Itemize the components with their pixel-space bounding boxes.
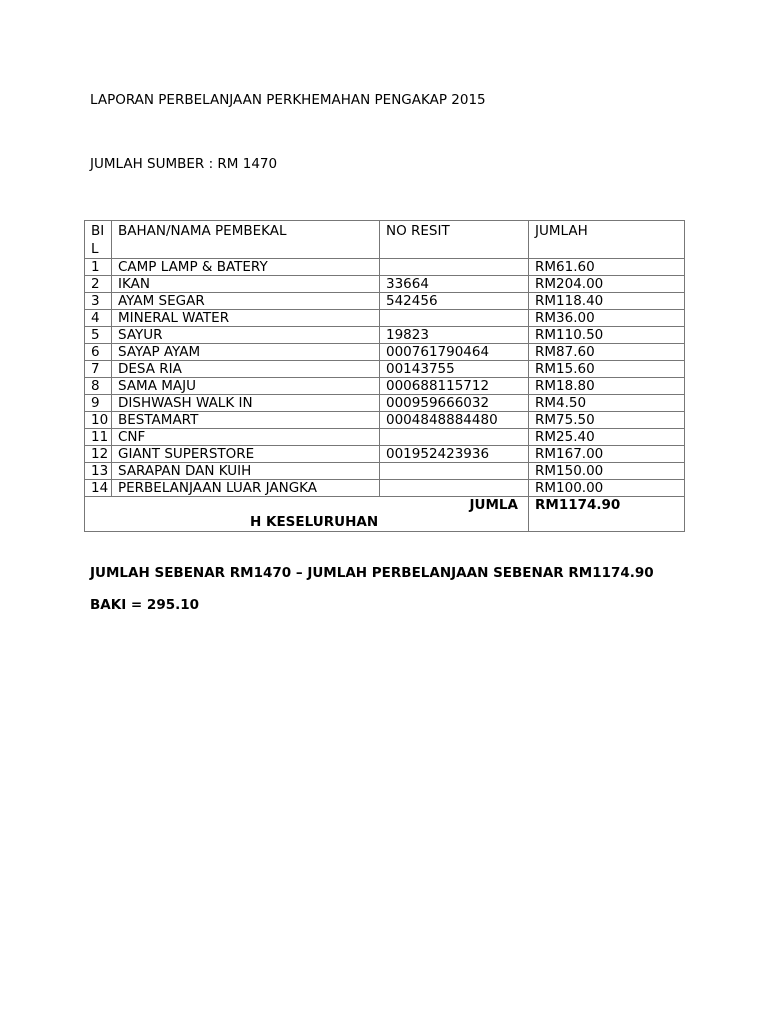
table-row bbox=[85, 310, 685, 327]
balance-line: BAKI = 295.10 bbox=[90, 597, 200, 613]
expense-table bbox=[84, 220, 685, 532]
row-receipt: 33664 bbox=[380, 276, 529, 293]
header-amount: JUMLAH bbox=[529, 221, 685, 259]
row-receipt: 000761790464 bbox=[380, 344, 529, 361]
row-receipt: 000688115712 bbox=[380, 378, 529, 395]
row-item: CNF bbox=[112, 429, 380, 446]
calculation-line: JUMLAH SEBENAR RM1470 – JUMLAH PERBELANJAAN SEBENAR RM1174.90 bbox=[90, 565, 654, 581]
table-row bbox=[85, 327, 685, 344]
row-amount: RM25.40 bbox=[529, 429, 685, 446]
total-label-part1: JUMLA bbox=[469, 497, 518, 513]
row-amount: RM118.40 bbox=[529, 293, 685, 310]
row-number: 3 bbox=[85, 293, 112, 310]
row-number: 11 bbox=[85, 429, 112, 446]
total-value: RM1174.90 bbox=[529, 497, 685, 532]
row-amount: RM4.50 bbox=[529, 395, 685, 412]
row-amount: RM204.00 bbox=[529, 276, 685, 293]
table-row bbox=[85, 276, 685, 293]
table-row bbox=[85, 446, 685, 463]
row-amount: RM36.00 bbox=[529, 310, 685, 327]
row-item: BESTAMART bbox=[112, 412, 380, 429]
row-item: IKAN bbox=[112, 276, 380, 293]
row-item: DESA RIA bbox=[112, 361, 380, 378]
row-amount: RM110.50 bbox=[529, 327, 685, 344]
row-receipt: 00143755 bbox=[380, 361, 529, 378]
row-receipt: 000959666032 bbox=[380, 395, 529, 412]
row-number: 12 bbox=[85, 446, 112, 463]
row-amount: RM15.60 bbox=[529, 361, 685, 378]
row-number: 5 bbox=[85, 327, 112, 344]
table-row bbox=[85, 344, 685, 361]
row-item: DISHWASH WALK IN bbox=[112, 395, 380, 412]
row-item: PERBELANJAAN LUAR JANGKA bbox=[112, 480, 380, 497]
row-item: SAYUR bbox=[112, 327, 380, 344]
row-number: 9 bbox=[85, 395, 112, 412]
table-header-row bbox=[85, 221, 685, 259]
row-receipt: 19823 bbox=[380, 327, 529, 344]
row-number: 10 bbox=[85, 412, 112, 429]
header-bil: BIL bbox=[85, 221, 112, 259]
row-number: 8 bbox=[85, 378, 112, 395]
row-number: 6 bbox=[85, 344, 112, 361]
row-amount: RM61.60 bbox=[529, 259, 685, 276]
header-item: BAHAN/NAMA PEMBEKAL bbox=[112, 221, 380, 259]
row-amount: RM167.00 bbox=[529, 446, 685, 463]
table-row bbox=[85, 378, 685, 395]
row-item: SAYAP AYAM bbox=[112, 344, 380, 361]
report-title: LAPORAN PERBELANJAAN PERKHEMAHAN PENGAKAP 2015 bbox=[90, 92, 486, 108]
row-amount: RM100.00 bbox=[529, 480, 685, 497]
row-number: 2 bbox=[85, 276, 112, 293]
row-item: CAMP LAMP & BATERY bbox=[112, 259, 380, 276]
row-receipt bbox=[380, 480, 529, 497]
table-row bbox=[85, 259, 685, 276]
table-row bbox=[85, 412, 685, 429]
table-row bbox=[85, 293, 685, 310]
row-receipt bbox=[380, 259, 529, 276]
table-row bbox=[85, 429, 685, 446]
total-label-part2: H KESELURUHAN bbox=[250, 514, 379, 530]
row-receipt bbox=[380, 463, 529, 480]
row-item: SAMA MAJU bbox=[112, 378, 380, 395]
header-receipt: NO RESIT bbox=[380, 221, 529, 259]
row-item: AYAM SEGAR bbox=[112, 293, 380, 310]
row-item: MINERAL WATER bbox=[112, 310, 380, 327]
row-item: GIANT SUPERSTORE bbox=[112, 446, 380, 463]
row-amount: RM18.80 bbox=[529, 378, 685, 395]
table-row bbox=[85, 361, 685, 378]
table-row bbox=[85, 395, 685, 412]
row-number: 1 bbox=[85, 259, 112, 276]
total-label bbox=[85, 497, 529, 532]
table-row bbox=[85, 463, 685, 480]
total-source-line: JUMLAH SUMBER : RM 1470 bbox=[90, 156, 278, 172]
row-amount: RM75.50 bbox=[529, 412, 685, 429]
total-row bbox=[85, 497, 685, 532]
row-number: 14 bbox=[85, 480, 112, 497]
row-receipt: 542456 bbox=[380, 293, 529, 310]
row-item: SARAPAN DAN KUIH bbox=[112, 463, 380, 480]
table-row bbox=[85, 480, 685, 497]
row-receipt: 001952423936 bbox=[380, 446, 529, 463]
row-receipt bbox=[380, 310, 529, 327]
row-amount: RM150.00 bbox=[529, 463, 685, 480]
row-receipt: 0004848884480 bbox=[380, 412, 529, 429]
row-receipt bbox=[380, 429, 529, 446]
row-number: 4 bbox=[85, 310, 112, 327]
row-amount: RM87.60 bbox=[529, 344, 685, 361]
row-number: 13 bbox=[85, 463, 112, 480]
row-number: 7 bbox=[85, 361, 112, 378]
